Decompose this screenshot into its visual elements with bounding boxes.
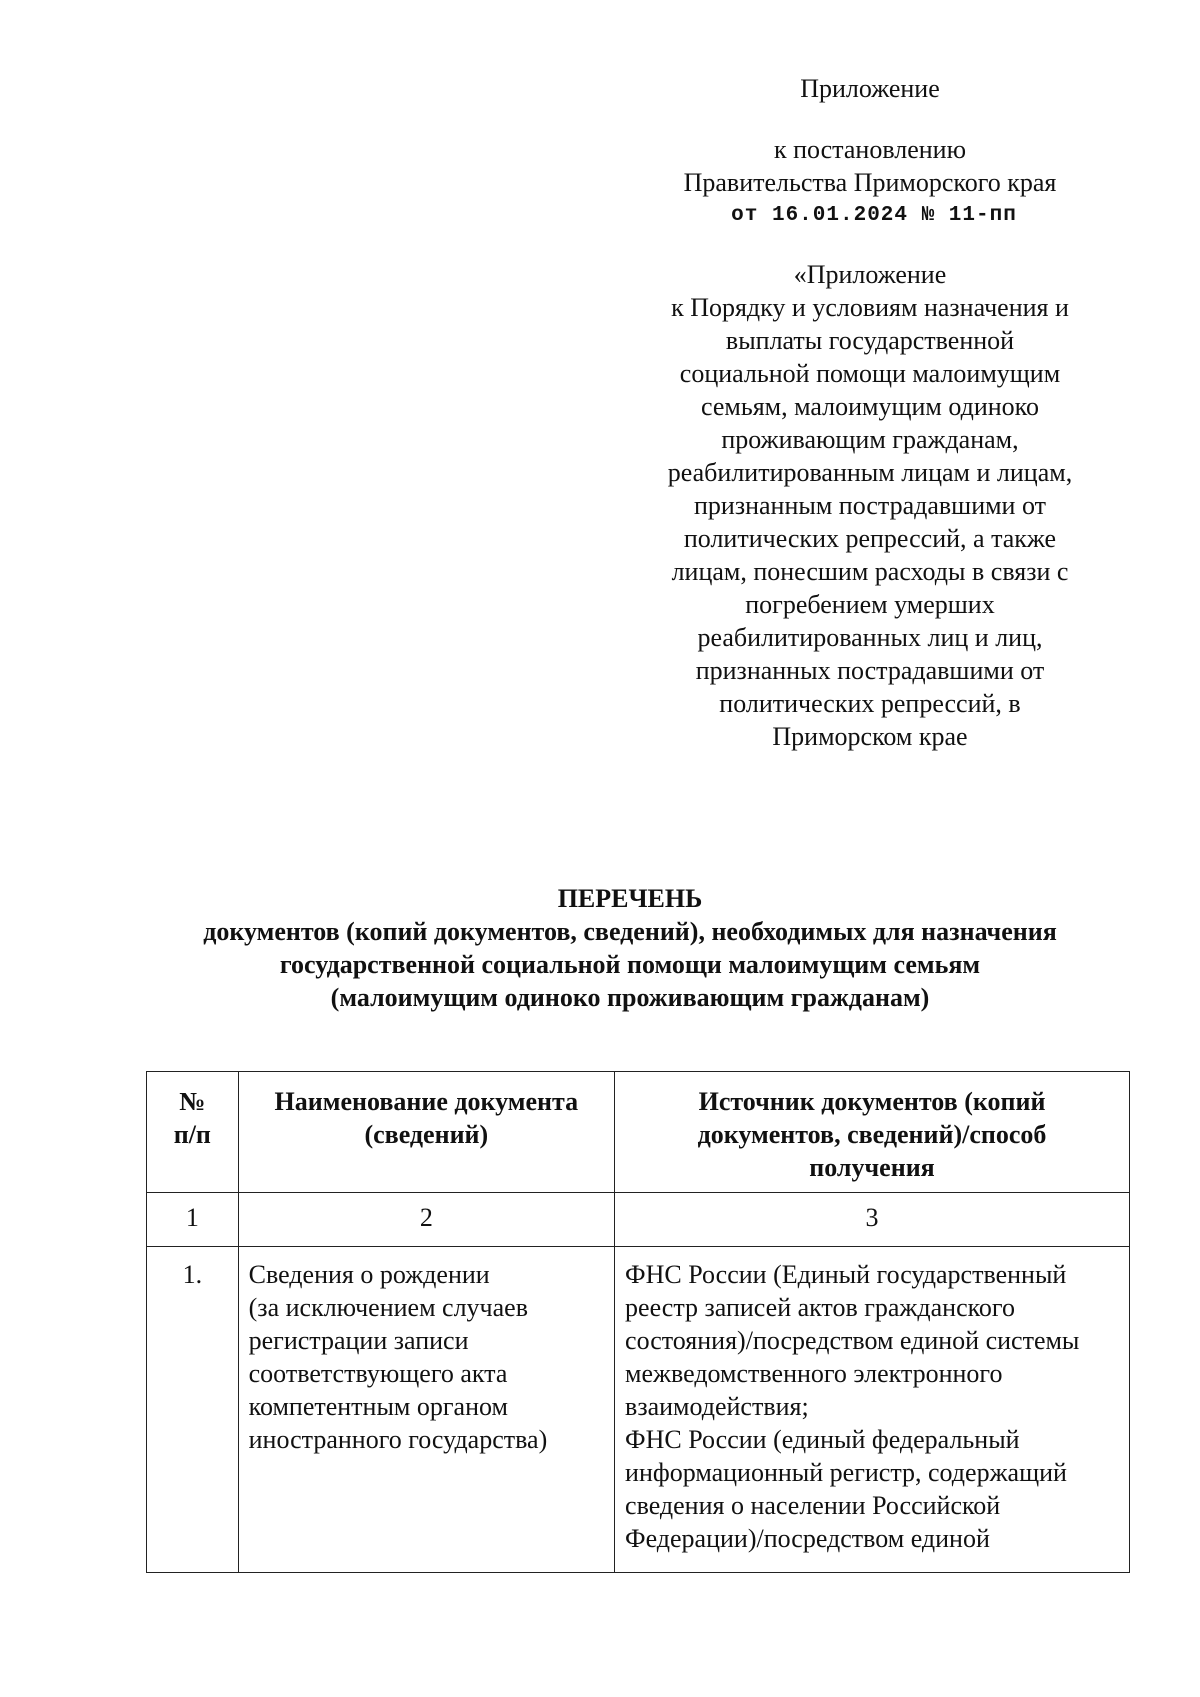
appendix-title: Приложение [800, 74, 940, 103]
table-row [147, 1247, 1130, 1573]
row-document-name: Сведения о рождении (за исключением случаев регистрации записи соответствующего акта компетентным органом иностранного государства) [238, 1247, 614, 1573]
sub-appendix-line: политических репрессий, а также [683, 524, 1057, 553]
resolution-line: Правительства Приморского края [683, 168, 1057, 197]
sub-appendix-line: политических репрессий, в [719, 689, 1021, 718]
title-line: документов (копий документов, сведений), необходимых для назначения [203, 917, 1057, 946]
document-title [130, 882, 1130, 1014]
row-number: 1. [147, 1247, 239, 1573]
resolution-number: от 16.01.2024 № 11-пп [731, 204, 1017, 227]
title-line: государственной социальной помощи малоимущим семьям [279, 950, 981, 979]
sub-appendix-line: лицам, понесшим расходы в связи с [671, 557, 1069, 586]
sub-appendix-line: погребением умерших [745, 590, 995, 619]
column-index: 1 [147, 1193, 239, 1247]
table-header-row [147, 1072, 1130, 1193]
sub-appendix-line: признанным пострадавшими от [694, 491, 1046, 520]
column-index: 3 [615, 1193, 1130, 1247]
title-heading: ПЕРЕЧЕНЬ [557, 884, 703, 913]
sub-appendix-line: проживающим гражданам, [721, 425, 1019, 454]
header-source: Источник документов (копий документов, сведений)/способ получения [615, 1072, 1130, 1193]
sub-appendix-line: признанных пострадавшими от [695, 656, 1045, 685]
sub-appendix-line: Приморском крае [772, 722, 968, 751]
resolution-line: к постановлению [773, 135, 967, 164]
appendix-header [640, 72, 1100, 753]
sub-appendix-line: к Порядку и условиям назначения и [671, 293, 1069, 322]
sub-appendix-line: семьям, малоимущим одиноко [700, 392, 1039, 421]
column-index-row [147, 1193, 1130, 1247]
sub-appendix-line: социальной помощи малоимущим [679, 359, 1061, 388]
header-name: Наименование документа (сведений) [238, 1072, 614, 1193]
row-source: ФНС России (Единый государственный реестр записей актов гражданского состояния)/посредством единой системы межведомственного электронного взаимодействия; ФНС России (единый федеральный информационный регистр, содержащий сведения о населении Российской Федерации)/посредством единой [615, 1247, 1130, 1573]
documents-table [146, 1071, 1130, 1573]
sub-appendix-line: реабилитированных лиц и лиц, [697, 623, 1043, 652]
sub-appendix-line: «Приложение [793, 260, 947, 289]
sub-appendix-line: выплаты государственной [725, 326, 1015, 355]
header-num: № п/п [147, 1072, 239, 1193]
sub-appendix-line: реабилитированным лицам и лицам, [667, 458, 1073, 487]
title-line: (малоимущим одиноко проживающим гражданам) [330, 983, 930, 1012]
column-index: 2 [238, 1193, 614, 1247]
